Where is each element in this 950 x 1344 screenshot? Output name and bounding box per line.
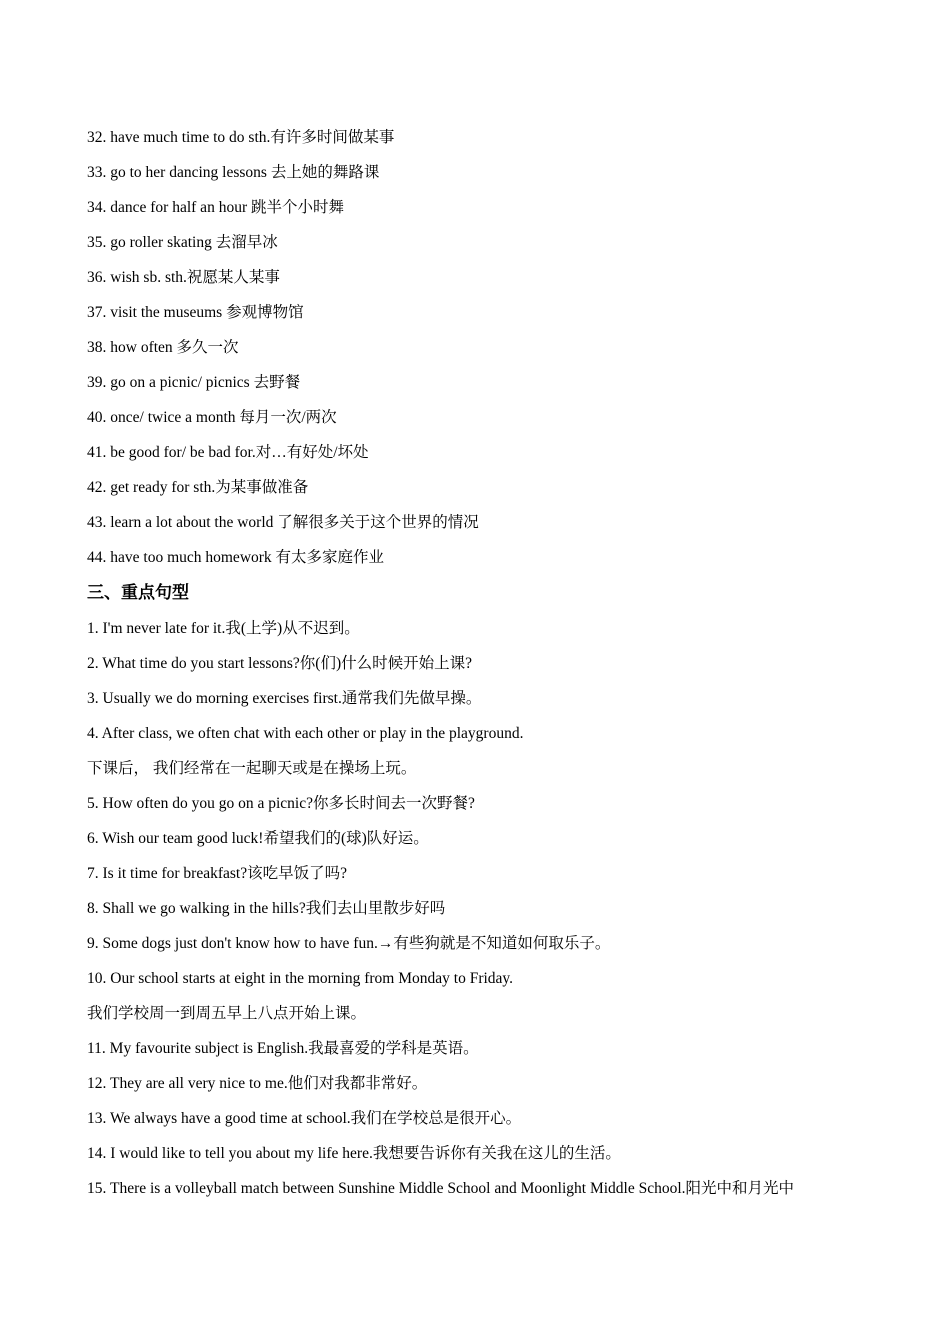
document-content <box>87 120 887 1206</box>
sentence-line: 7. Is it time for breakfast?该吃早饭了吗? <box>87 865 347 882</box>
sentence-line: 1. I'm never late for it.我(上学)从不迟到。 <box>87 620 360 637</box>
phrase-line: 43. learn a lot about the world 了解很多关于这个世界的情况 <box>87 514 479 531</box>
sentence-line: 8. Shall we go walking in the hills?我们去山里散步好吗 <box>87 900 446 917</box>
phrase-line: 40. once/ twice a month 每月一次/两次 <box>87 409 337 426</box>
phrase-line: 42. get ready for sth.为某事做准备 <box>87 479 309 496</box>
sentence-line: 11. My favourite subject is English.我最喜爱的学科是英语。 <box>87 1040 479 1057</box>
section-heading: 三、重点句型 <box>87 583 189 603</box>
sentence-line: 5. How often do you go on a picnic?你多长时间去一次野餐? <box>87 795 475 812</box>
phrase-line: 44. have too much homework 有太多家庭作业 <box>87 549 385 566</box>
sentence-translation-line: 我们学校周一到周五早上八点开始上课。 <box>87 1005 367 1022</box>
phrase-line: 34. dance for half an hour 跳半个小时舞 <box>87 199 344 216</box>
sentence-line: 14. I would like to tell you about my life here.我想要告诉你有关我在这儿的生活。 <box>87 1145 621 1162</box>
sentence-line: 6. Wish our team good luck!希望我们的(球)队好运。 <box>87 830 429 847</box>
phrase-line: 38. how often 多久一次 <box>87 339 239 356</box>
sentence-line: 2. What time do you start lessons?你(们)什么时候开始上课? <box>87 655 473 672</box>
sentence-line: 9. Some dogs just don't know how to have fun.→有些狗就是不知道如何取乐子。 <box>87 935 611 952</box>
sentence-line: 15. There is a volleyball match between Sunshine Middle School and Moonlight Middle School.阳光中和月光中 <box>87 1180 795 1197</box>
phrase-line: 36. wish sb. sth.祝愿某人某事 <box>87 269 280 286</box>
phrase-line: 37. visit the museums 参观博物馆 <box>87 304 304 321</box>
phrase-line: 33. go to her dancing lessons 去上她的舞路课 <box>87 164 380 181</box>
phrase-line: 41. be good for/ be bad for.对…有好处/坏处 <box>87 444 369 461</box>
sentence-line: 4. After class, we often chat with each other or play in the playground. <box>87 725 524 742</box>
sentence-line: 10. Our school starts at eight in the morning from Monday to Friday. <box>87 970 514 987</box>
sentence-line: 3. Usually we do morning exercises first.通常我们先做早操。 <box>87 690 482 707</box>
phrase-line: 32. have much time to do sth.有许多时间做某事 <box>87 129 395 146</box>
sentence-line: 13. We always have a good time at school.我们在学校总是很开心。 <box>87 1110 522 1127</box>
phrase-line: 39. go on a picnic/ picnics 去野餐 <box>87 374 301 391</box>
phrase-line: 35. go roller skating 去溜早冰 <box>87 234 278 251</box>
sentence-translation-line: 下课后， 我们经常在一起聊天或是在操场上玩。 <box>87 760 417 777</box>
sentence-line: 12. They are all very nice to me.他们对我都非常好。 <box>87 1075 428 1092</box>
